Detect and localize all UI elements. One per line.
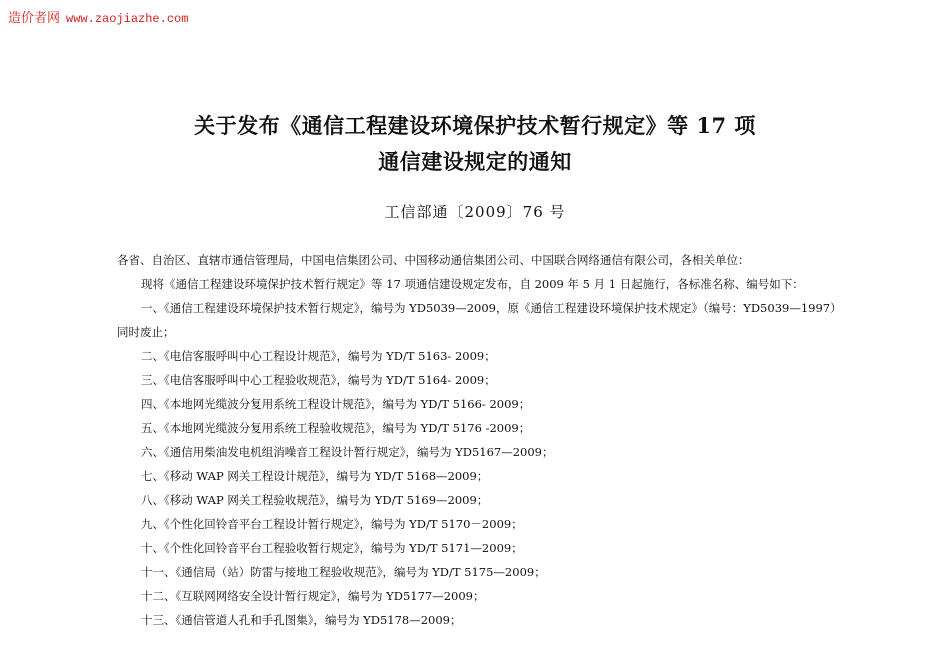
list-item-1-continuation: 同时废止； xyxy=(117,325,175,339)
list-item: 十一、《通信局（站）防雷与接地工程验收规范》，编号为 YD/T 5175—2009； xyxy=(141,565,546,579)
watermark-site-name: 造价者网 xyxy=(8,11,61,26)
list-item: 八、《移动 WAP 网关工程验收规范》，编号为 YD/T 5169—2009； xyxy=(141,493,489,507)
document-title-line-2: 通信建设规定的通知 xyxy=(378,149,572,174)
list-item: 六、《通信用柴油发电机组消噪音工程设计暂行规定》，编号为 YD5167—2009； xyxy=(141,445,554,459)
watermark xyxy=(8,7,188,26)
list-item: 四、《本地网光缆波分复用系统工程设计规范》，编号为 YD/T 5166- 2009； xyxy=(141,397,531,411)
list-item: 九、《个性化回铃音平台工程设计暂行规定》，编号为 YD/T 5170－2009； xyxy=(141,517,523,531)
list-item: 十、《个性化回铃音平台工程验收暂行规定》，编号为 YD/T 5171—2009； xyxy=(141,541,523,555)
watermark-url: www.zaojiazhe.com xyxy=(66,12,189,26)
document-title-line-1: 关于发布《通信工程建设环境保护技术暂行规定》等 17 项 xyxy=(194,113,756,138)
list-item-1: 一、《通信工程建设环境保护技术暂行规定》，编号为 YD5039—2009，原《通信工程建设环境保护技术规定》（编号：YD5039—1997） xyxy=(141,301,842,315)
list-item: 五、《本地网光缆波分复用系统工程验收规范》，编号为 YD/T 5176 -2009； xyxy=(141,421,531,435)
list-item: 十三、《通信管道人孔和手孔图集》，编号为 YD5178—2009； xyxy=(141,613,462,627)
intro-paragraph: 现将《通信工程建设环境保护技术暂行规定》等 17 项通信建设规定发布，自 2009 年 5 月 1 日起施行，各标准名称、编号如下： xyxy=(141,277,804,291)
list-item: 二、《电信客服呼叫中心工程设计规范》，编号为 YD/T 5163- 2009； xyxy=(141,349,496,363)
list-item: 七、《移动 WAP 网关工程设计规范》，编号为 YD/T 5168—2009； xyxy=(141,469,489,483)
document-body xyxy=(117,248,887,632)
list-item: 十二、《互联网网络安全设计暂行规定》，编号为 YD5177—2009； xyxy=(141,589,485,603)
document-number: 工信部通〔2009〕76 号 xyxy=(384,203,566,221)
list-item: 三、《电信客服呼叫中心工程验收规范》，编号为 YD/T 5164- 2009； xyxy=(141,373,496,387)
salutation: 各省、自治区、直辖市通信管理局，中国电信集团公司、中国移动通信集团公司、中国联合网络通信有限公司，各相关单位： xyxy=(117,253,750,267)
